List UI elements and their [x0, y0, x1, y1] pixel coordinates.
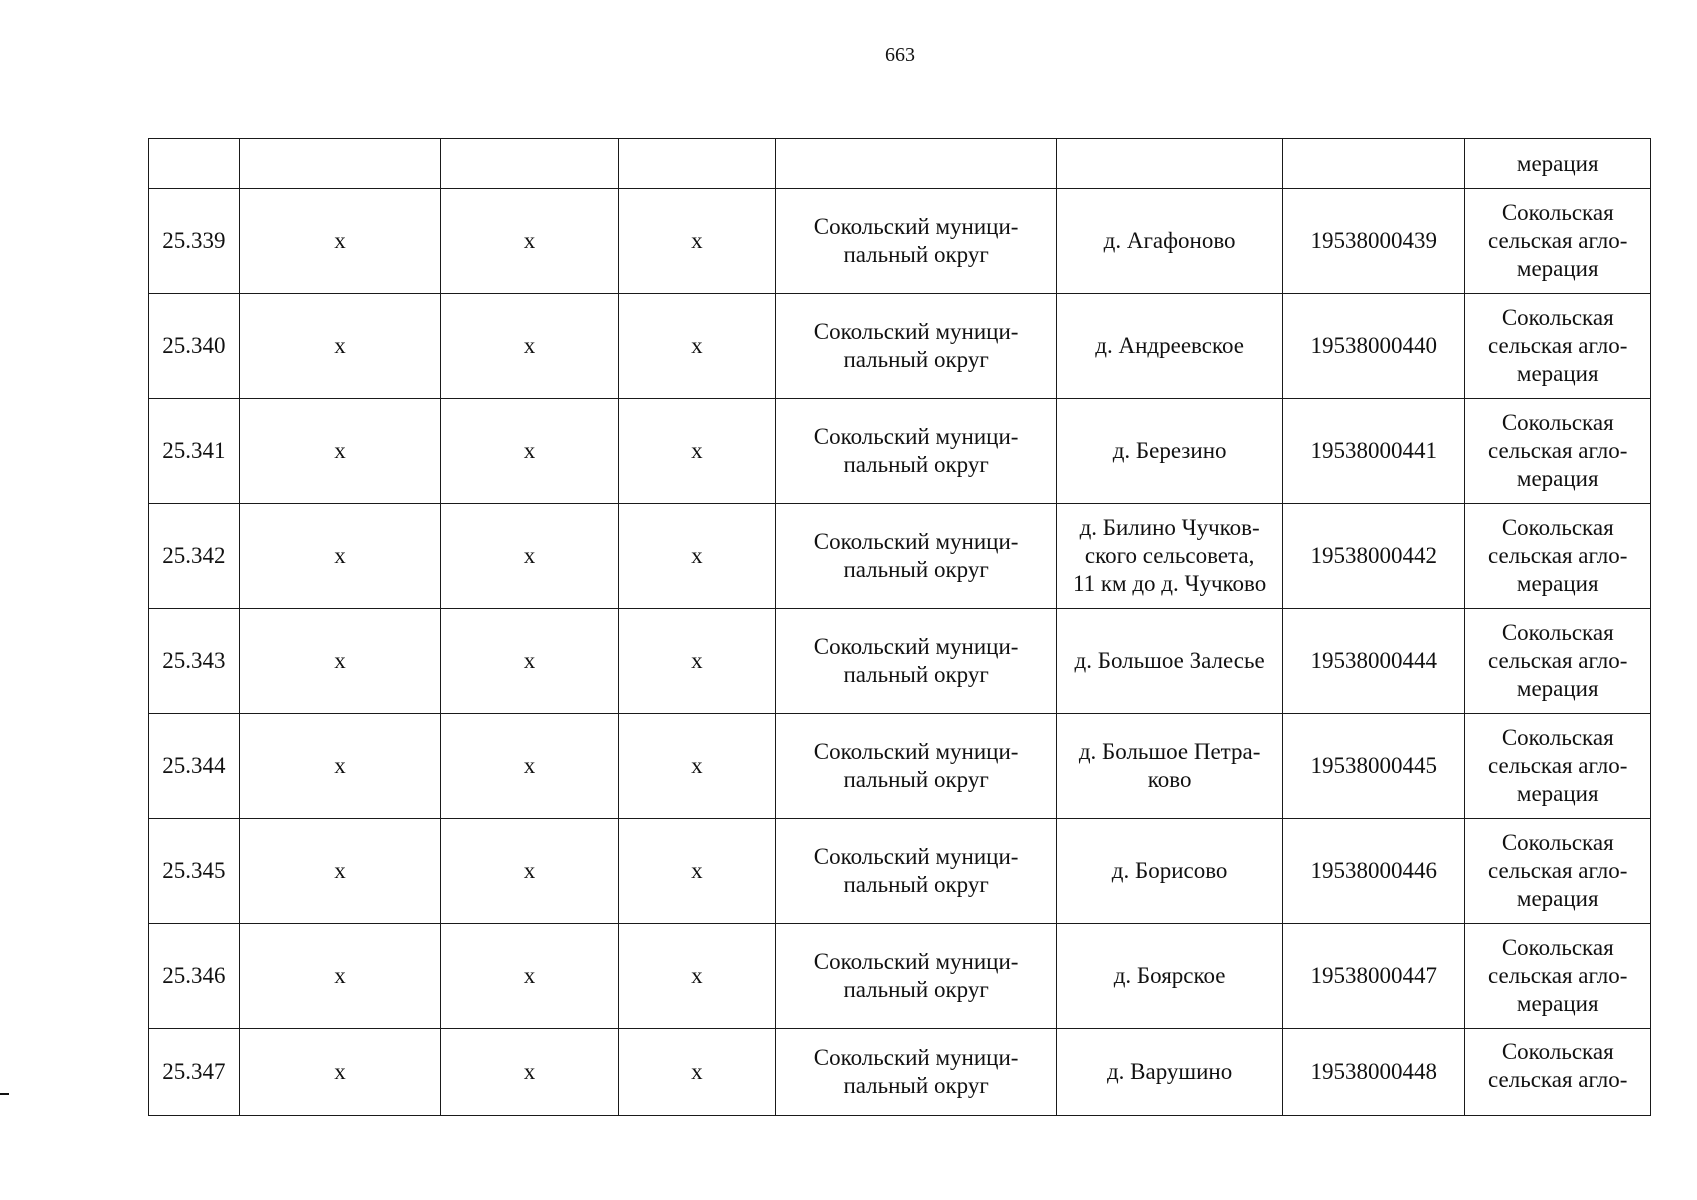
cell-mark: х	[618, 819, 775, 924]
cell-row-number: 25.346	[149, 924, 240, 1029]
cell-empty	[239, 139, 441, 189]
cell-mark: х	[239, 504, 441, 609]
cell-mark: х	[618, 294, 775, 399]
cell-mark: х	[618, 189, 775, 294]
cell-mark: х	[239, 189, 441, 294]
cell-agglomeration: Сокольская сельская агло- мерация	[1465, 294, 1651, 399]
cell-mark: х	[618, 924, 775, 1029]
cell-code: 19538000444	[1283, 609, 1465, 714]
table-body	[149, 139, 1651, 1116]
table-row	[149, 924, 1651, 1029]
settlements-table	[148, 138, 1651, 1116]
cell-agglomeration: Сокольская сельская агло- мерация	[1465, 924, 1651, 1029]
cell-mark: х	[618, 504, 775, 609]
cell-empty	[1283, 139, 1465, 189]
cell-municipality: Сокольский муници- пальный округ	[775, 714, 1056, 819]
table-row	[149, 189, 1651, 294]
table-row	[149, 399, 1651, 504]
cell-settlement: д. Большое Залесье	[1057, 609, 1283, 714]
cell-settlement: д. Билино Чучков- ского сельсовета, 11 км до д. Чучково	[1057, 504, 1283, 609]
cell-agglomeration-tail: мерация	[1465, 139, 1651, 189]
cell-agglomeration: Сокольская сельская агло- мерация	[1465, 504, 1651, 609]
cell-agglomeration: Сокольская сельская агло- мерация	[1465, 399, 1651, 504]
cell-row-number: 25.340	[149, 294, 240, 399]
cell-municipality: Сокольский муници- пальный округ	[775, 924, 1056, 1029]
table-row	[149, 1029, 1651, 1116]
cell-row-number: 25.344	[149, 714, 240, 819]
cell-code: 19538000441	[1283, 399, 1465, 504]
cell-code: 19538000442	[1283, 504, 1465, 609]
cell-mark: х	[441, 1029, 618, 1116]
cell-municipality: Сокольский муници- пальный округ	[775, 609, 1056, 714]
cell-settlement: д. Большое Петра- ково	[1057, 714, 1283, 819]
table-row	[149, 714, 1651, 819]
cell-settlement: д. Агафоново	[1057, 189, 1283, 294]
continuation-row	[149, 139, 1651, 189]
cell-mark: х	[618, 714, 775, 819]
cell-municipality: Сокольский муници- пальный округ	[775, 189, 1056, 294]
table-row	[149, 294, 1651, 399]
cell-row-number: 25.339	[149, 189, 240, 294]
cell-municipality: Сокольский муници- пальный округ	[775, 399, 1056, 504]
cell-municipality: Сокольский муници- пальный округ	[775, 504, 1056, 609]
cell-mark: х	[441, 609, 618, 714]
cell-mark: х	[441, 294, 618, 399]
cell-row-number: 25.342	[149, 504, 240, 609]
cell-mark: х	[441, 819, 618, 924]
cell-agglomeration: Сокольская сельская агло- мерация	[1465, 189, 1651, 294]
cell-mark: х	[239, 399, 441, 504]
cell-settlement: д. Боярское	[1057, 924, 1283, 1029]
cell-mark: х	[239, 924, 441, 1029]
cell-mark: х	[239, 819, 441, 924]
margin-mark	[0, 1093, 9, 1095]
cell-settlement: д. Борисово	[1057, 819, 1283, 924]
cell-agglomeration: Сокольская сельская агло- мерация	[1465, 819, 1651, 924]
cell-agglomeration: Сокольская сельская агло- мерация	[1465, 609, 1651, 714]
cell-mark: х	[618, 1029, 775, 1116]
page-number: 663	[885, 44, 915, 66]
cell-row-number: 25.345	[149, 819, 240, 924]
cell-code: 19538000440	[1283, 294, 1465, 399]
cell-empty	[775, 139, 1056, 189]
cell-code: 19538000445	[1283, 714, 1465, 819]
cell-municipality: Сокольский муници- пальный округ	[775, 819, 1056, 924]
cell-empty	[441, 139, 618, 189]
table-row	[149, 819, 1651, 924]
cell-row-number: 25.343	[149, 609, 240, 714]
cell-mark: х	[441, 504, 618, 609]
cell-municipality: Сокольский муници- пальный округ	[775, 294, 1056, 399]
cell-agglomeration: Сокольская сельская агло-	[1465, 1029, 1651, 1116]
cell-row-number: 25.341	[149, 399, 240, 504]
table-row	[149, 609, 1651, 714]
cell-empty	[618, 139, 775, 189]
cell-mark: х	[239, 1029, 441, 1116]
cell-mark: х	[441, 714, 618, 819]
cell-row-number: 25.347	[149, 1029, 240, 1116]
cell-mark: х	[239, 294, 441, 399]
cell-empty	[149, 139, 240, 189]
cell-settlement: д. Варушино	[1057, 1029, 1283, 1116]
table-row	[149, 504, 1651, 609]
cell-agglomeration: Сокольская сельская агло- мерация	[1465, 714, 1651, 819]
cell-mark: х	[441, 924, 618, 1029]
cell-settlement: д. Березино	[1057, 399, 1283, 504]
cell-code: 19538000446	[1283, 819, 1465, 924]
cell-municipality: Сокольский муници- пальный округ	[775, 1029, 1056, 1116]
cell-mark: х	[239, 714, 441, 819]
cell-mark: х	[618, 399, 775, 504]
cell-code: 19538000447	[1283, 924, 1465, 1029]
cell-mark: х	[618, 609, 775, 714]
cell-mark: х	[239, 609, 441, 714]
cell-code: 19538000439	[1283, 189, 1465, 294]
cell-empty	[1057, 139, 1283, 189]
cell-settlement: д. Андреевское	[1057, 294, 1283, 399]
cell-mark: х	[441, 189, 618, 294]
cell-code: 19538000448	[1283, 1029, 1465, 1116]
cell-mark: х	[441, 399, 618, 504]
